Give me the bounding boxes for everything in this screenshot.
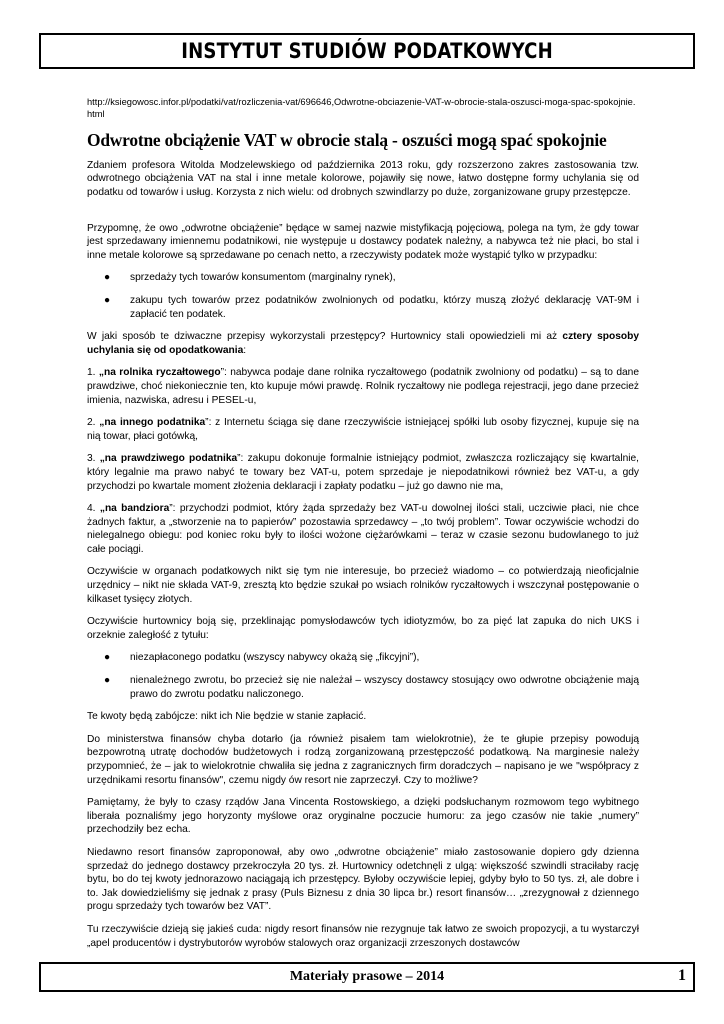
list-item: ● nienależnego zwrotu, bo przecież się nie należał – wszyscy dostawcy stosujący owo odwrotne obciążenie mają prawo do zwrotu podatku naliczonego. [104, 675, 639, 700]
article-title: Odwrotne obciążenie VAT w obrocie stalą - oszuści mogą spać spokojnie [87, 129, 607, 150]
source-url[interactable]: http://ksiegowosc.infor.pl/podatki/vat/rozliczenia-vat/696646,Odwrotne-obciazenie-VAT-w-obrocie-stala-oszusci-moga-spac-spokojnie.html [87, 97, 636, 120]
header-box [39, 33, 695, 69]
method-1: 1. „na rolnika ryczałtowego”: nabywca podaje dane rolnika ryczałtowego (podatnik zwolniony od podatku) – są to dane prawdziwe, choć niekoniecznie ten, kto kupuje mówi prawdę. Rolnik ryczałtowy nie podlega rejestracji, jego dane przecież imienia, nazwiska, adresu i PESEL-u, [87, 367, 639, 406]
bullet-icon: ● [104, 652, 111, 664]
paragraph-reminder: Przypomnę, że owo „odwrotne obciążenie” będące w samej nazwie mistyfikacją pojęciową, polega na tym, że gdy towar jest sprzedawany imiennemu podatnikowi, nie występuje u dostawcy podatek należny, a nabywca też nie płaci, bo stal i inne metale kolorowe są sprzedawane po cenach netto, a rzeczywisty podatek może wystąpić tylko w przypadku: [87, 222, 639, 261]
list-cases [87, 271, 639, 321]
bullet-icon: ● [104, 294, 111, 306]
bullet-icon: ● [104, 272, 111, 284]
list-item: ● niezapłaconego podatku (wszyscy nabywcy okażą się „fikcyjni”), [104, 652, 420, 664]
paragraph-amounts: Te kwoty będą zabójcze: nikt ich Nie będzie w stanie zapłacić. [87, 711, 367, 723]
paragraph-intro: Zdaniem profesora Witolda Modzelewskiego od października 2013 roku, gdy rozszerzono zakres zastosowania tzw. odwrotnego obciążenia VAT na stal i inne metale kolorowe, pojawiły się nowe, łatwo dostępne formy uchylania się od podatku od towarów i usług. Korzysta z nich wielu: od drobnych szwindlarzy po duże, zorganizowane grupy przestępcze. [87, 159, 639, 198]
footer-text: Materiały prasowe – 2014 [289, 969, 445, 984]
article-content [87, 96, 639, 959]
list-liabilities [87, 651, 639, 701]
method-2: 2. „na innego podatnika”: z Internetu ściąga się dane rzeczywiście istniejącej spółki lub osoby fizycznej, kupuje się na nią towar, płaci gotówką, [87, 417, 639, 442]
page-number: 1 [678, 967, 686, 984]
method-3: 3. „na prawdziwego podatnika”: zakupu dokonuje formalnie istniejący podmiot, zwłaszcza rozliczający się kwartalnie, który legalnie ma prawo nabyć te towary bez VAT-u, potem sprzedaje je niepodatnikowi również bez VAT-u, a gdy przychodzi po kwartale moment złożenia deklaracji i zapłaty podatku – już go dawno nie ma, [87, 453, 640, 492]
method-4: 4. „na bandziora”: przychodzi podmiot, który żąda sprzedaży bez VAT-u dowolnej ilości stali, uczciwie płaci, nie chce żadnych faktur, a „stworzenie na to papierów” pozostawia sprzedawcy – „to twój problem”. Towar oczywiście wchodzi do nielegalnego obiegu: pod koniec roku były to ilości wożone ciężarówkami – teraz w czasie sezonu budowlanego to już całe pociągi. [87, 503, 639, 555]
paragraph-miracles: Tu rzeczywiście dzieją się jakieś cuda: nigdy resort finansów nie rezygnuje tak łatwo ze swoich propozycji, a tu wystarczył „apel producentów i dystrybutorów wyrobów stalowych oraz organizacji zrzeszonych dostawców [87, 923, 639, 949]
header-title: INSTYTUT STUDIÓW PODATKOWYCH [181, 39, 553, 63]
bullet-icon: ● [104, 675, 111, 687]
paragraph-tax-organs: Oczywiście w organach podatkowych nikt się tym nie interesuje, bo przecież wiadomo – co potwierdzają nieoficjalnie urzędnicy – nikt nie składa VAT-9, zresztą kto będzie szukał po wsiach rolników ryczałtowych i wszczynał postępowanie o kilkaset tysięcy złotych. [87, 566, 639, 605]
footer-box [39, 962, 695, 992]
paragraph-ministry: Do ministerstwa finansów chyba dotarło (ja również pisałem tam wielokrotnie), że te głupie przepisy powodują bezpowrotną utratę dochodów budżetowych i rodzą zorganizowaną przestępczość podatkową. Na marginesie należy przypomnieć, że – jak to wielokrotnie chwaliła się jedna z zagranicznych firm doradczych – napisano je we "współpracy z urzędnikami resortu finansów", czemu nigdy ów resort nie zaprzeczył. Czy to możliwe? [87, 733, 639, 786]
paragraph-question: W jaki sposób te dziwaczne przepisy wykorzystali przestępcy? Hurtownicy stali opowiedzieli mi aż cztery sposoby uchylania się od opodatkowania: [87, 331, 639, 356]
paragraph-rostowski: Pamiętamy, że były to czasy rządów Jana Vincenta Rostowskiego, a dzięki podsłuchanym rozmowom tego wybitnego liberała poznaliśmy jego horyzonty myślowe oraz oryginalne poczucie humoru: za jego czasów nie takie „numery” przechodziły bez echa. [87, 797, 639, 836]
paragraph-wholesalers: Oczywiście hurtownicy boją się, przeklinając pomysłodawców tych idiotyzmów, bo za pięć lat zapuka do nich UKS i orzeknie zaległość z tytułu: [87, 616, 639, 641]
list-item: ● zakupu tych towarów przez podatników zwolnionych od podatku, którzy muszą złożyć deklarację VAT-9M i zapłacić ten podatek. [104, 294, 639, 320]
list-item: ● sprzedaży tych towarów konsumentom (marginalny rynek), [104, 272, 396, 284]
paragraph-proposal: Niedawno resort finansów zaproponował, aby owo „odwrotne obciążenie” miało zastosowanie dopiero gdy dzienna sprzedaż do jednego dostawcy przekroczyła 20 tys. zł. Hurtownicy odetchnęli z ulgą: większość szwindli straciłaby rację bytu, bo do tej kwoty jednorazowo naciągają ich przestępcy. Byłoby oczywiście lepiej, gdyby było to 50 tys. zł, ale dobre i to. Jak dowiedzieliśmy się jednak z prasy (Puls Biznesu z dnia 30 lipca br.) resort finansów… „zrezygnował z dziennego progu sprzedaży tych towarów bez VAT”. [87, 846, 639, 913]
